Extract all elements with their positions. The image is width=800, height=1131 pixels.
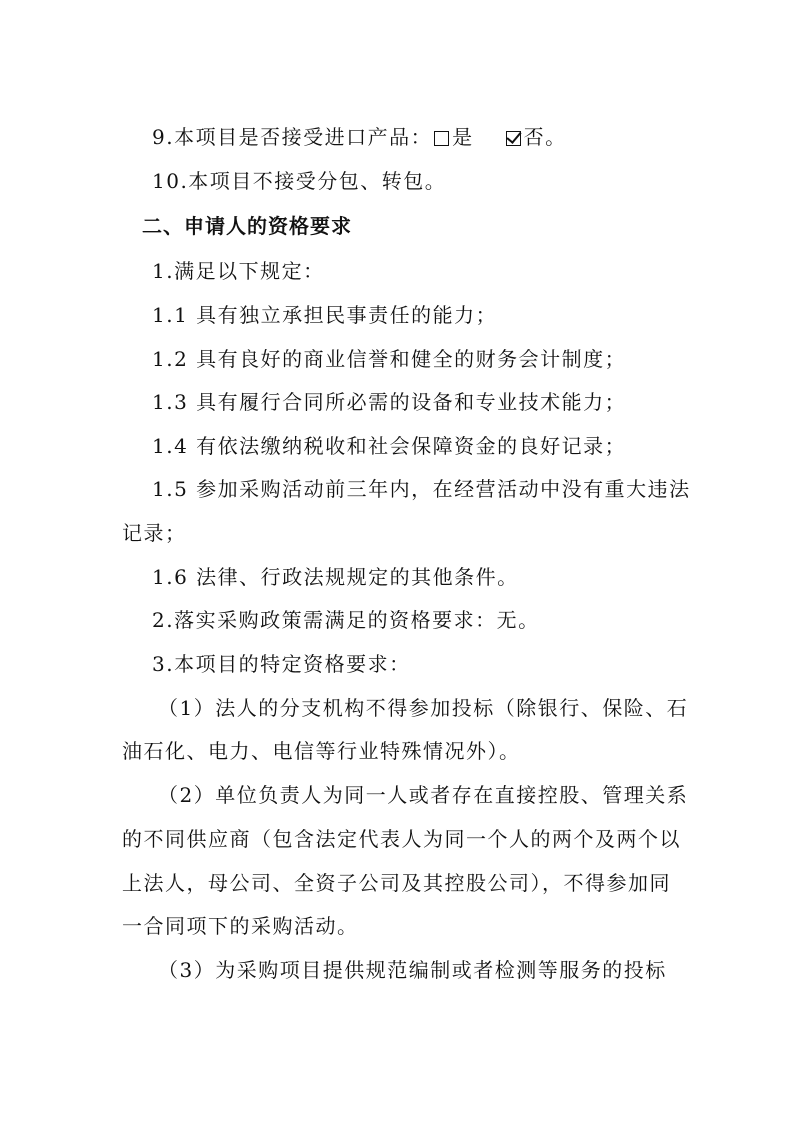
checkbox-yes[interactable] <box>434 131 449 146</box>
paragraph-line: 记录； <box>122 521 187 545</box>
paragraph-line: 一合同项下的采购活动。 <box>122 914 359 938</box>
paragraph-line: 上法人，母公司、全资子公司及其控股公司），不得参加同 <box>122 871 671 895</box>
paragraph-line: （3）为采购项目提供规范编制或者检测等服务的投标 <box>158 958 667 982</box>
paragraph-line: 1.1 具有独立承担民事责任的能力； <box>152 303 498 327</box>
paragraph-line: （1）法人的分支机构不得参加投标（除银行、保险、石 <box>158 696 689 720</box>
paragraph-line: 1.2 具有良好的商业信誉和健全的财务会计制度； <box>152 347 627 371</box>
paragraph-line: 3.本项目的特定资格要求： <box>152 652 411 676</box>
paragraph-line: 1.6 法律、行政法规规定的其他条件。 <box>152 565 519 589</box>
option-yes-label: 是 <box>452 125 474 149</box>
paragraph-line: 1.5 参加采购活动前三年内，在经营活动中没有重大违法 <box>152 477 691 501</box>
section-heading: 二、申请人的资格要求 <box>142 214 352 238</box>
paragraph-line: 油石化、电力、电信等行业特殊情况外）。 <box>122 739 521 763</box>
paragraph-line: 2.落实采购政策需满足的资格要求：无。 <box>152 608 540 632</box>
subcontract-line: 10.本项目不接受分包、转包。 <box>152 169 447 193</box>
paragraph-line: 1.满足以下规定： <box>152 259 325 283</box>
import-products-line <box>152 123 800 151</box>
paragraph-line: 1.3 具有履行合同所必需的设备和专业技术能力； <box>152 390 627 414</box>
paragraph-line: （2）单位负责人为同一人或者存在直接控股、管理关系 <box>158 783 689 807</box>
paragraph-line: 的不同供应商（包含法定代表人为同一个人的两个及两个以 <box>122 827 681 851</box>
paragraph-line: 1.4 有依法缴纳税收和社会保障资金的良好记录； <box>152 434 627 458</box>
checkbox-no-checked[interactable] <box>506 131 521 146</box>
option-no-label: 否。 <box>523 125 567 149</box>
import-question: 9.本项目是否接受进口产品： <box>152 125 433 149</box>
